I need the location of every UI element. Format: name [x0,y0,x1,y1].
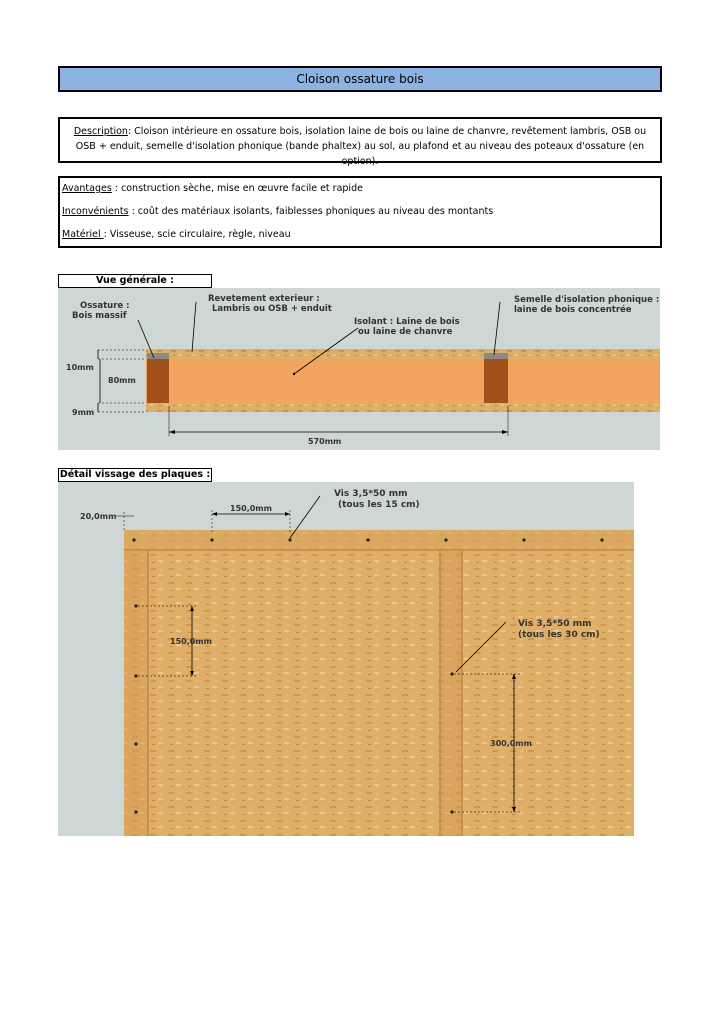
dim-20-label: 20,0mm [80,512,117,521]
materiel-line [62,229,658,241]
acoustic-strip-left [147,353,169,359]
inconvenients-label: Inconvénients [62,206,129,217]
stud-left [147,359,169,403]
stud-right [484,359,508,403]
properties-box [58,176,662,248]
avantages-text: : construction sèche, mise en œuvre facile et rapide [111,183,363,194]
stud-middle [440,550,462,836]
isolant-label-1: Isolant : Laine de bois [354,317,460,327]
vue-generale-label: Vue générale : [58,274,212,288]
dim-300-label: 300,0mm [490,739,532,748]
avantages-label: Avantages [62,183,112,194]
dim-570-label: 570mm [308,437,342,446]
dim-10-label: 10mm [66,363,94,372]
stud-left [124,550,148,836]
top-cladding [146,349,660,359]
description-box [58,117,662,167]
ossature-label-1: Ossature : [80,301,130,311]
semelle-label-2: laine de bois concentrée [514,305,632,315]
insulation [146,359,660,403]
avantages-line [62,183,658,195]
description-text: : Cloison intérieure en ossature bois, isolation laine de bois ou laine de chanvre, revêtement lambris, OSB ou OSB + enduit, semelle d'isolation phonique (bande phaltex) au sol, au plafond et au niveau des poteaux d'ossature (en option). [75,126,647,167]
osb-panel [124,530,634,836]
isolant-label-2: ou laine de chanvre [358,327,453,337]
top-rail [124,530,634,550]
inconvenients-line [62,206,658,218]
vis-15-label-2: (tous les 15 cm) [338,500,420,510]
inconvenients-text: : coût des matériaux isolants, faiblesses phoniques au niveau des montants [128,206,494,217]
document-title: Cloison ossature bois [58,66,662,92]
vis-30-label-1: Vis 3,5*50 mm [518,619,592,629]
detail-figure [58,482,634,836]
dim-150-top-label: 150,0mm [230,504,272,513]
revetement-label-2: Lambris ou OSB + enduit [212,304,332,314]
revetement-label-1: Revetement exterieur : [208,294,320,304]
semelle-label-1: Semelle d'isolation phonique : [514,295,660,305]
materiel-label: Matériel [62,229,104,240]
vue-generale-figure [58,288,660,450]
dim-80-label: 80mm [108,376,136,385]
acoustic-strip-right [484,353,508,359]
dim-9-label: 9mm [72,408,95,417]
dim-150-left-label: 150,0mm [170,637,212,646]
bottom-cladding [146,403,660,412]
vis-30-label-2: (tous les 30 cm) [518,630,600,640]
detail-label: Détail vissage des plaques : [59,469,211,480]
materiel-text: : Visseuse, scie circulaire, règle, niveau [103,229,291,240]
description-label: Description [73,126,128,137]
ossature-label-2: Bois massif [72,311,127,321]
vis-15-label-1: Vis 3,5*50 mm [334,489,408,499]
